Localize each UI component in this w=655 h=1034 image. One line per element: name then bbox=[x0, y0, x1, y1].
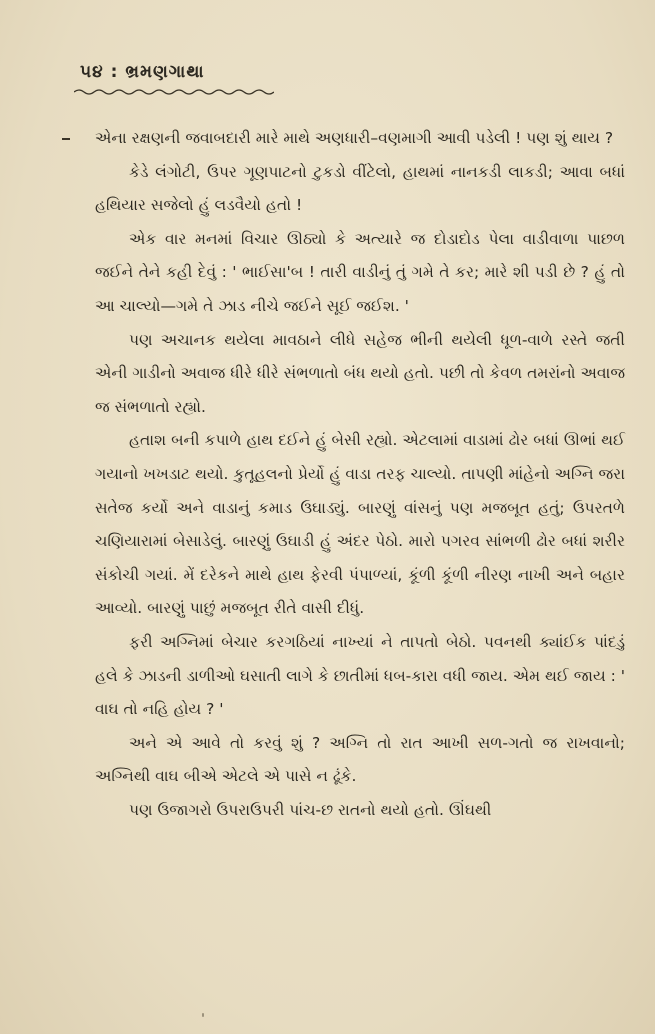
paragraph: કેડે લંગોટી, ઉપર ગૂણપાટનો ટુકડો વીંટેલો, હાથમાં નાનકડી લાકડી; આવા બધાં હથિયાર સજેલો હું લડવૈયો હતો ! bbox=[95, 162, 625, 215]
paper-speck bbox=[202, 1013, 204, 1017]
decorative-wavy-rule bbox=[74, 88, 274, 96]
paragraph: હતાશ બની કપાળે હાથ દઈને હું બેસી રહ્યો. એટલામાં વાડામાં ઢોર બધાં ઊભાં થઈ ગયાનો ખખડાટ થયો. કુતૂહલનો પ્રેર્યો હું વાડા તરફ ચાલ્યો. તાપણી માંહેનો અગ્નિ જરા સતેજ કર્યો અને વાડાનું કમાડ ઉઘાડ્યું. બારણું વાંસનું પણ મજબૂત હતું; ઉપરતળે ચણિયારામાં બેસાડેલું. બારણું ઉઘાડી હું અંદર પેઠો. મારો પગરવ સાંભળી ઢોર બધાં શરીર સંકોચી ગયાં. મેં દરેકને માથે હાથ ફેરવી પંપાળ્યાં, કૂંળી કૂંળી નીરણ નાખી અને બહાર આવ્યો. બારણું પાછું મજબૂત રીતે વાસી દીધું. bbox=[95, 431, 625, 618]
paragraph: ફરી અગ્નિમાં બેચાર કરગઠિયાં નાખ્યાં ને તાપતો બેઠો. પવનથી ક્યાંઈક પાંદડું હલે કે ઝાડની ડાળીઓ ઘસાતી લાગે કે છાતીમાં ધબ-કારા વધી જાય. એમ થઈ જાય : ' વાઘ તો નહિ હોય ? ' bbox=[95, 632, 625, 719]
margin-mark bbox=[62, 138, 70, 140]
paragraph: પણ ઉજાગરો ઉપરાઉપરી પાંચ-છ રાતનો થયો હતો. ઊંઘથી bbox=[129, 800, 492, 819]
paragraph: અને એ આવે તો કરવું શું ? અગ્નિ તો રાત આખી સળ-ગતો જ રાખવાનો; અગ્નિથી વાઘ બીએ એટલે એ પાસે ન ઢૂંકે. bbox=[95, 733, 625, 786]
paragraph: એક વાર મનમાં વિચાર ઊઠ્યો કે અત્યારે જ દોડાદોડ પેલા વાડીવાળા પાછળ જઈને તેને કહી દેવું : ' ભાઈસા'બ ! તારી વાડીનું તું ગમે તે કર; મારે શી પડી છે ? હું તો આ ચાલ્યો—ગમે તે ઝાડ નીચે જઈને સૂઈ જઈશ. ' bbox=[95, 229, 625, 315]
paragraph: પણ અચાનક થયેલા માવઠાને લીધે સહેજ ભીની થયેલી ધૂળ-વાળે રસ્તે જતી એની ગાડીનો અવાજ ધીરે ધીરે સંભળાતો બંધ થયો હતો. પછી તો કેવળ તમરાંનો અવાજ જ સંભળાતો રહ્યો. bbox=[95, 330, 625, 416]
running-head: ૫૪ : ભ્રમણગાથા bbox=[80, 62, 205, 82]
paragraph: એના રક્ષણની જવાબદારી મારે માથે અણધારી–વણમાગી આવી પડેલી ! પણ શું થાય ? bbox=[95, 129, 614, 147]
body-text bbox=[95, 122, 625, 827]
